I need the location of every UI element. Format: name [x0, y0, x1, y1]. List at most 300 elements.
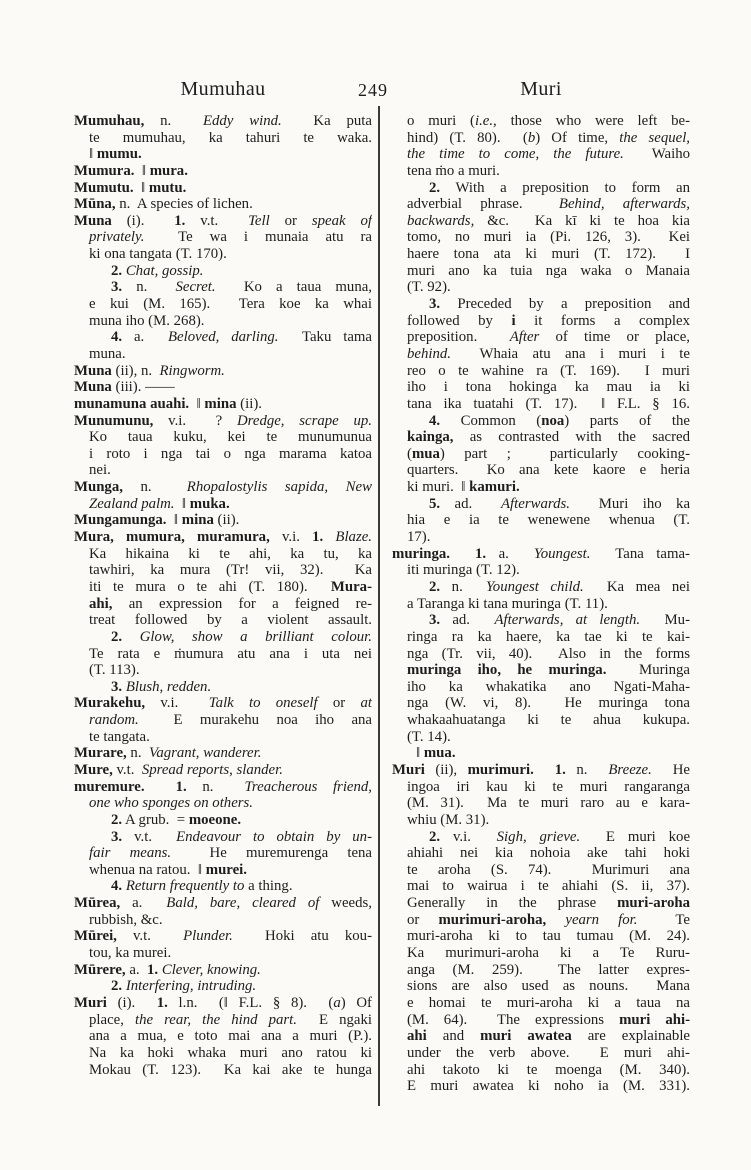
- dictionary-line: [392, 180, 690, 197]
- dictionary-line: [74, 862, 372, 879]
- dictionary-line: [392, 1028, 690, 1045]
- italic-gloss-text: Bald, bare, cleared of: [166, 895, 320, 912]
- plain-text: followed by: [407, 312, 512, 329]
- italic-gloss-text: Beloved, darling.: [168, 329, 279, 346]
- bold-headword-text: kainga,: [407, 429, 454, 446]
- plain-text: (: [407, 445, 412, 462]
- dictionary-line: [74, 928, 372, 945]
- dictionary-line: [392, 446, 690, 463]
- dictionary-line: [392, 196, 690, 213]
- dictionary-line: [74, 496, 372, 513]
- dictionary-line: [74, 263, 372, 280]
- bold-headword-text: moeone.: [188, 811, 242, 828]
- dictionary-line: [74, 1028, 372, 1045]
- bold-headword-text: 4.: [111, 329, 123, 346]
- italic-gloss-text: Clever, knowing.: [161, 961, 261, 978]
- italic-gloss-text: the sequel,: [619, 129, 690, 146]
- bold-headword-text: Muna: [74, 379, 112, 396]
- plain-text: muri ano ka tuia nga waka o Manaia: [407, 262, 690, 279]
- bold-headword-text: murei.: [205, 861, 247, 878]
- italic-gloss-text: yearn for.: [565, 911, 638, 928]
- plain-text: v.i.: [145, 695, 209, 712]
- plain-text: te mumuhau, ka tahuri te waka.: [89, 129, 372, 146]
- plain-text: tena ṁo a muri.: [407, 162, 500, 179]
- bold-headword-text: muri ahi-: [619, 1011, 690, 1028]
- italic-gloss-text: Afterwards.: [501, 495, 570, 512]
- plain-text: (ii).: [213, 512, 240, 529]
- italic-gloss-text: Blaze.: [323, 529, 372, 546]
- bold-headword-text: 2.: [429, 179, 441, 196]
- dictionary-line: [392, 1045, 690, 1062]
- plain-text: iti muringa (T. 12).: [407, 562, 520, 579]
- plain-text: He: [651, 761, 690, 778]
- plain-text: Hoki atu kou-: [232, 928, 372, 945]
- dictionary-line: [392, 313, 690, 330]
- plain-text: Mokau (T. 123). Ka kai ake te hunga: [89, 1061, 372, 1078]
- plain-text: a.: [120, 895, 167, 912]
- bold-headword-text: 2.: [111, 811, 123, 828]
- dictionary-line: [392, 396, 690, 413]
- bold-headword-text: Mure,: [74, 761, 113, 778]
- bold-headword-text: Munga,: [74, 479, 123, 496]
- plain-text: n.: [126, 745, 149, 762]
- dictionary-line: [392, 213, 690, 230]
- dictionary-line: [392, 462, 690, 479]
- plain-text: ‖: [174, 495, 190, 512]
- plain-text: treat followed by a violent assault.: [89, 612, 372, 629]
- plain-text: Whaia atu ana i muri i te: [450, 345, 690, 362]
- plain-text: ana a mua, e toto mai ana a muri (P.).: [89, 1028, 372, 1045]
- bold-headword-text: 1.: [156, 994, 168, 1011]
- dictionary-line: [74, 113, 372, 130]
- italic-gloss-text: Eddy wind.: [202, 113, 282, 129]
- dictionary-line: [74, 296, 372, 313]
- plain-text: muna.: [89, 345, 126, 362]
- italic-gloss-text: Breeze.: [608, 761, 652, 778]
- italic-gloss-text: behind.: [407, 345, 451, 362]
- bold-headword-text: 4.: [429, 412, 441, 429]
- plain-text: Taku tama: [278, 329, 372, 346]
- plain-text: E ngaki: [296, 1011, 372, 1028]
- dictionary-line: [74, 396, 372, 413]
- dictionary-line: [74, 446, 372, 463]
- dictionary-line: [392, 895, 690, 912]
- plain-text: l.n. (‖ F.L. § 8). (: [167, 994, 334, 1011]
- plain-text: Mu-: [640, 612, 690, 629]
- dictionary-line: [392, 928, 690, 945]
- plain-text: (T. 14).: [407, 728, 451, 745]
- plain-text: Ko a taua muna,: [215, 279, 372, 296]
- plain-text: ‖: [166, 512, 182, 529]
- bold-headword-text: muremure.: [74, 778, 145, 795]
- plain-text: ) Of: [340, 994, 372, 1011]
- bold-headword-text: noa: [541, 412, 565, 429]
- italic-gloss-text: random.: [89, 712, 139, 729]
- dictionary-line: [392, 429, 690, 446]
- bold-headword-text: 5.: [429, 495, 441, 512]
- plain-text: adverbial phrase.: [407, 196, 559, 213]
- plain-text: a.: [125, 961, 148, 978]
- dictionary-line: [74, 462, 372, 479]
- dictionary-line: [74, 479, 372, 496]
- plain-text: ) parts of the: [564, 412, 690, 429]
- italic-gloss-text: Youngest child.: [485, 578, 584, 595]
- bold-headword-text: Mura-: [330, 578, 372, 595]
- italic-gloss-text: Afterwards, at length.: [494, 612, 641, 629]
- bold-headword-text: Muna: [74, 362, 112, 379]
- bold-headword-text: munamuna auahi.: [74, 395, 190, 412]
- bold-headword-text: 3.: [429, 296, 441, 313]
- italic-gloss-text: fair means.: [89, 845, 172, 862]
- plain-text: 17).: [407, 529, 431, 546]
- dictionary-line: [392, 978, 690, 995]
- italic-gloss-text: the rear, the hind part.: [134, 1011, 297, 1028]
- dictionary-line: [392, 562, 690, 579]
- plain-text: ringa ra ka haere, ka tae ki te kai-: [407, 628, 690, 645]
- plain-text: (i).: [111, 212, 175, 229]
- dictionary-line: [392, 546, 690, 563]
- plain-text: &c. Ka kī ki te hoa kia: [474, 212, 690, 229]
- plain-text: quarters. Ko ana kete kaore e heria: [407, 462, 690, 479]
- italic-gloss-text: Sigh, grieve.: [496, 828, 581, 845]
- dictionary-line: [392, 413, 690, 430]
- plain-text: tana ika tuatahi (T. 17). ‖ F.L. § 16.: [407, 395, 690, 412]
- plain-text: iti te mura o te ahi (T. 180).: [89, 578, 331, 595]
- plain-text: rubbish, &c.: [89, 911, 163, 928]
- bold-headword-text: mumu.: [96, 146, 142, 163]
- dictionary-line: [392, 379, 690, 396]
- dictionary-line: [74, 512, 372, 529]
- plain-text: nei.: [89, 462, 111, 479]
- bold-headword-text: Mungamunga.: [74, 512, 167, 529]
- bold-headword-text: 1.: [474, 545, 487, 562]
- plain-text: E muri awatea ki noho ia (M. 331).: [407, 1078, 690, 1095]
- bold-headword-text: muringa iho, he muringa.: [407, 662, 607, 679]
- plain-text: reo o te wahine ra (T. 169). I muri: [407, 362, 690, 379]
- bold-headword-text: 3.: [429, 612, 441, 629]
- dictionary-line: [74, 762, 372, 779]
- dictionary-line: [74, 429, 372, 446]
- plain-text: te aroha (S. 74). Murimuri ana: [407, 861, 690, 878]
- bold-headword-text: mina: [204, 395, 237, 412]
- dictionary-line: [74, 646, 372, 663]
- plain-text: Te: [637, 911, 690, 928]
- plain-text: ki ona tangata (T. 170).: [89, 246, 227, 263]
- bold-headword-text: 2.: [429, 828, 441, 845]
- dictionary-line: [74, 363, 372, 380]
- plain-text: n.: [186, 778, 245, 795]
- dictionary-line: [392, 479, 690, 496]
- plain-text: whenua na ratou. ‖: [89, 861, 206, 878]
- dictionary-line: [392, 512, 690, 529]
- plain-text: (M. 64). The expressions: [407, 1011, 620, 1028]
- dictionary-line: [392, 529, 690, 546]
- plain-text: Ko taua kuku, kei te munumunua: [89, 429, 372, 446]
- plain-text: (ii), n.: [111, 362, 160, 379]
- plain-text: ) part ; particularly cooking-: [439, 445, 690, 462]
- dictionary-line: [74, 562, 372, 579]
- plain-text: ahi takoto ki te moenga (M. 340).: [407, 1061, 690, 1078]
- dictionary-line: [74, 579, 372, 596]
- bold-headword-text: Mūrere,: [74, 961, 126, 978]
- dictionary-line: [74, 246, 372, 263]
- bold-headword-text: Mūna,: [74, 196, 116, 213]
- plain-text: a thing.: [244, 878, 293, 895]
- dictionary-line: [74, 812, 372, 829]
- plain-text: an expression for a feigned re-: [112, 595, 372, 612]
- dictionary-line: [392, 862, 690, 879]
- bold-headword-text: muringa.: [392, 545, 450, 562]
- dictionary-line: [392, 612, 690, 629]
- dictionary-line: [392, 779, 690, 796]
- dictionary-line: [392, 745, 690, 762]
- plain-text: ad.: [440, 612, 495, 629]
- plain-text: Common (: [440, 412, 542, 429]
- plain-text: E muri koe: [580, 828, 690, 845]
- plain-text: v.t.: [185, 212, 249, 229]
- dictionary-line: [74, 779, 372, 796]
- dictionary-line: [74, 1045, 372, 1062]
- dictionary-line: [392, 945, 690, 962]
- italic-gloss-text: Youngest.: [533, 545, 591, 562]
- dictionary-line: [392, 695, 690, 712]
- italic-gloss-text: i.e.,: [474, 113, 497, 129]
- bold-headword-text: Muri: [74, 994, 107, 1011]
- plain-text: are explainable: [571, 1028, 690, 1045]
- bold-headword-text: i: [511, 312, 516, 329]
- dictionary-line: [392, 795, 690, 812]
- bold-headword-text: 1.: [175, 778, 187, 795]
- plain-text: ‖: [416, 745, 424, 762]
- bold-headword-text: 1.: [174, 212, 186, 229]
- dictionary-line: [74, 612, 372, 629]
- bold-headword-text: murimuri-aroha,: [438, 911, 547, 928]
- bold-headword-text: Murare,: [74, 745, 127, 762]
- bold-headword-text: 2.: [111, 262, 123, 279]
- dictionary-line: [74, 895, 372, 912]
- dictionary-line: [392, 229, 690, 246]
- plain-text: or: [317, 695, 361, 712]
- plain-text: [546, 912, 565, 928]
- italic-gloss-text: Rhopalostylis sapida, New: [186, 479, 372, 496]
- dictionary-line: [74, 213, 372, 230]
- plain-text: Ka murimuri-aroha ki a Te Ruru-: [407, 945, 690, 962]
- italic-gloss-text: Glow, show a brilliant colour.: [139, 628, 372, 645]
- running-head: [0, 78, 751, 104]
- dictionary-line: [392, 962, 690, 979]
- bold-headword-text: Murakehu,: [74, 695, 146, 712]
- plain-text: nga (Tr. vii, 40). Also in the forms: [407, 645, 690, 662]
- italic-gloss-text: b: [527, 129, 536, 146]
- italic-gloss-text: Endeavour to obtain by un-: [176, 828, 372, 845]
- dictionary-line: [392, 712, 690, 729]
- italic-gloss-text: privately.: [89, 229, 145, 246]
- dictionary-line: [392, 279, 690, 296]
- plain-text: hind) (T. 80). (: [407, 129, 528, 146]
- dictionary-line: [392, 829, 690, 846]
- plain-text: ) Of time,: [535, 129, 620, 146]
- bold-headword-text: mua.: [423, 745, 456, 762]
- bold-headword-text: Mūrea,: [74, 895, 121, 912]
- bold-headword-text: muka.: [189, 495, 230, 512]
- italic-gloss-text: the time to come, the future.: [407, 146, 624, 163]
- dictionary-line: [74, 745, 372, 762]
- bold-headword-text: 2.: [111, 628, 123, 645]
- plain-text: under the verb above. E muri ahi-: [407, 1044, 690, 1061]
- plain-text: v.t.: [122, 828, 177, 845]
- bold-headword-text: Mura, mumura, muramura,: [74, 529, 270, 546]
- dictionary-line: [392, 878, 690, 895]
- dictionary-line: [74, 912, 372, 929]
- dictionary-line: [74, 546, 372, 563]
- plain-text: nga (W. vi, 8). He muringa tona: [407, 695, 690, 712]
- plain-text: v.i.: [440, 828, 497, 845]
- bold-headword-text: 1.: [312, 529, 324, 546]
- dictionary-line: [74, 878, 372, 895]
- dictionary-line: [392, 1078, 690, 1095]
- italic-gloss-text: Zealand palm.: [89, 495, 175, 512]
- dictionary-line: [74, 529, 372, 546]
- italic-gloss-text: Plunder.: [183, 928, 233, 945]
- dictionary-line: [392, 1062, 690, 1079]
- dictionary-line: [74, 995, 372, 1012]
- plain-text: place,: [89, 1011, 135, 1028]
- plain-text: e homai te muri-aroha ki a taua na: [407, 994, 690, 1011]
- dictionary-line: [74, 729, 372, 746]
- plain-text: ‖: [133, 179, 149, 196]
- italic-gloss-text: Dredge, scrape up.: [236, 412, 372, 429]
- plain-text: v.i. ?: [153, 412, 237, 429]
- dictionary-line: [74, 313, 372, 330]
- dictionary-line: [74, 1012, 372, 1029]
- dictionary-line: [74, 978, 372, 995]
- plain-text: [122, 629, 140, 645]
- plain-text: Tana tama-: [590, 545, 690, 562]
- bold-headword-text: muri-aroha: [617, 895, 690, 912]
- plain-text: ad.: [440, 495, 501, 512]
- plain-text: (T. 113).: [89, 662, 140, 679]
- plain-text: o muri (: [407, 113, 475, 129]
- dictionary-line: [74, 795, 372, 812]
- dictionary-line: [392, 329, 690, 346]
- bold-headword-text: Mumura.: [74, 162, 135, 179]
- plain-text: n.: [122, 279, 176, 296]
- plain-text: (i).: [106, 994, 157, 1011]
- plain-text: tawhiri, ka mura (Tr! vii, 32). Ka: [89, 562, 372, 579]
- dictionary-line: [392, 912, 690, 929]
- dictionary-line: [74, 413, 372, 430]
- plain-text: iho i tona hokinga ka mau ia ki: [407, 379, 690, 396]
- italic-gloss-text: Talk to oneself: [208, 695, 318, 712]
- bold-headword-text: Mūrei,: [74, 928, 117, 945]
- dictionary-line: [392, 629, 690, 646]
- page-number: 249: [358, 80, 388, 100]
- dictionary-line: [392, 146, 690, 163]
- plain-text: those who were left be-: [496, 113, 690, 129]
- bold-headword-text: ahi: [407, 1028, 427, 1045]
- bold-headword-text: 4.: [111, 878, 123, 895]
- plain-text: Muri iho ka: [569, 495, 690, 512]
- dictionary-line: [392, 163, 690, 180]
- dictionary-line: [74, 962, 372, 979]
- dictionary-line: [74, 712, 372, 729]
- plain-text: v.t.: [116, 928, 184, 945]
- plain-text: ‖: [89, 146, 97, 163]
- dictionary-line: [392, 246, 690, 263]
- plain-text: A grub. =: [122, 811, 189, 828]
- plain-text: a Taranga ki tana muringa (T. 11).: [407, 595, 608, 612]
- plain-text: Na ka hoki whaka muri ano ratou ki: [89, 1044, 372, 1061]
- plain-text: ‖: [134, 162, 150, 179]
- plain-text: Ka hikaina ki te ahi, ka tu, ka: [89, 545, 372, 562]
- plain-text: sions are also used as nouns. Mana: [407, 978, 690, 995]
- bold-headword-text: kamuri.: [469, 479, 520, 496]
- plain-text: (ii).: [236, 395, 262, 412]
- bold-headword-text: 3.: [111, 678, 123, 695]
- plain-text: whakaahuatanga ki te ahua kukupa.: [407, 712, 690, 729]
- plain-text: haere tona ata ki muri (T. 172). I: [407, 246, 690, 263]
- plain-text: [450, 546, 475, 562]
- italic-gloss-text: at: [360, 695, 372, 712]
- dictionary-line: [392, 579, 690, 596]
- bold-headword-text: Mumutu.: [74, 179, 134, 196]
- dictionary-line: [74, 180, 372, 197]
- plain-text: preposition.: [407, 329, 510, 346]
- bold-headword-text: mua: [411, 445, 440, 462]
- column-right: [392, 113, 690, 1095]
- dictionary-line: [74, 229, 372, 246]
- plain-text: it forms a complex: [515, 312, 690, 329]
- plain-text: [534, 762, 555, 778]
- dictionary-line: [74, 329, 372, 346]
- italic-gloss-text: Treacherous friend,: [244, 778, 372, 795]
- italic-gloss-text: backwards,: [407, 212, 475, 229]
- plain-text: and: [426, 1028, 481, 1045]
- dictionary-line: [74, 146, 372, 163]
- plain-text: as contrasted with the sacred: [453, 429, 690, 446]
- italic-gloss-text: Tell: [248, 212, 270, 229]
- dictionary-line: [392, 762, 690, 779]
- bold-headword-text: 1.: [554, 761, 566, 778]
- dictionary-line: [392, 812, 690, 829]
- italic-gloss-text: Return frequently to: [125, 878, 245, 895]
- plain-text: iho ka whakatika ano Ngati-Maha-: [407, 678, 690, 695]
- plain-text: With a preposition to form an: [440, 179, 690, 196]
- italic-gloss-text: a: [333, 994, 341, 1011]
- plain-text: ‖: [189, 395, 205, 412]
- bold-headword-text: ahi,: [89, 595, 113, 612]
- dictionary-line: [74, 662, 372, 679]
- plain-text: n. A species of lichen.: [115, 196, 253, 213]
- dictionary-line: [392, 113, 690, 130]
- dictionary-line: [392, 596, 690, 613]
- plain-text: Ka puta: [281, 113, 372, 129]
- plain-text: Te wa i munaia atu ra: [144, 229, 372, 246]
- dictionary-line: [392, 363, 690, 380]
- dictionary-line: [392, 1012, 690, 1029]
- column-divider: [378, 106, 380, 1106]
- plain-text: v.t.: [112, 761, 142, 778]
- plain-text: n.: [565, 761, 609, 778]
- dictionary-line: [392, 845, 690, 862]
- dictionary-line: [392, 346, 690, 363]
- italic-gloss-text: Secret.: [175, 279, 216, 296]
- italic-gloss-text: Ringworm.: [159, 362, 225, 379]
- dictionary-line: [74, 945, 372, 962]
- dictionary-line: [74, 845, 372, 862]
- bold-headword-text: 2.: [111, 978, 123, 995]
- plain-text: E murakehu noa iho ana: [138, 712, 372, 729]
